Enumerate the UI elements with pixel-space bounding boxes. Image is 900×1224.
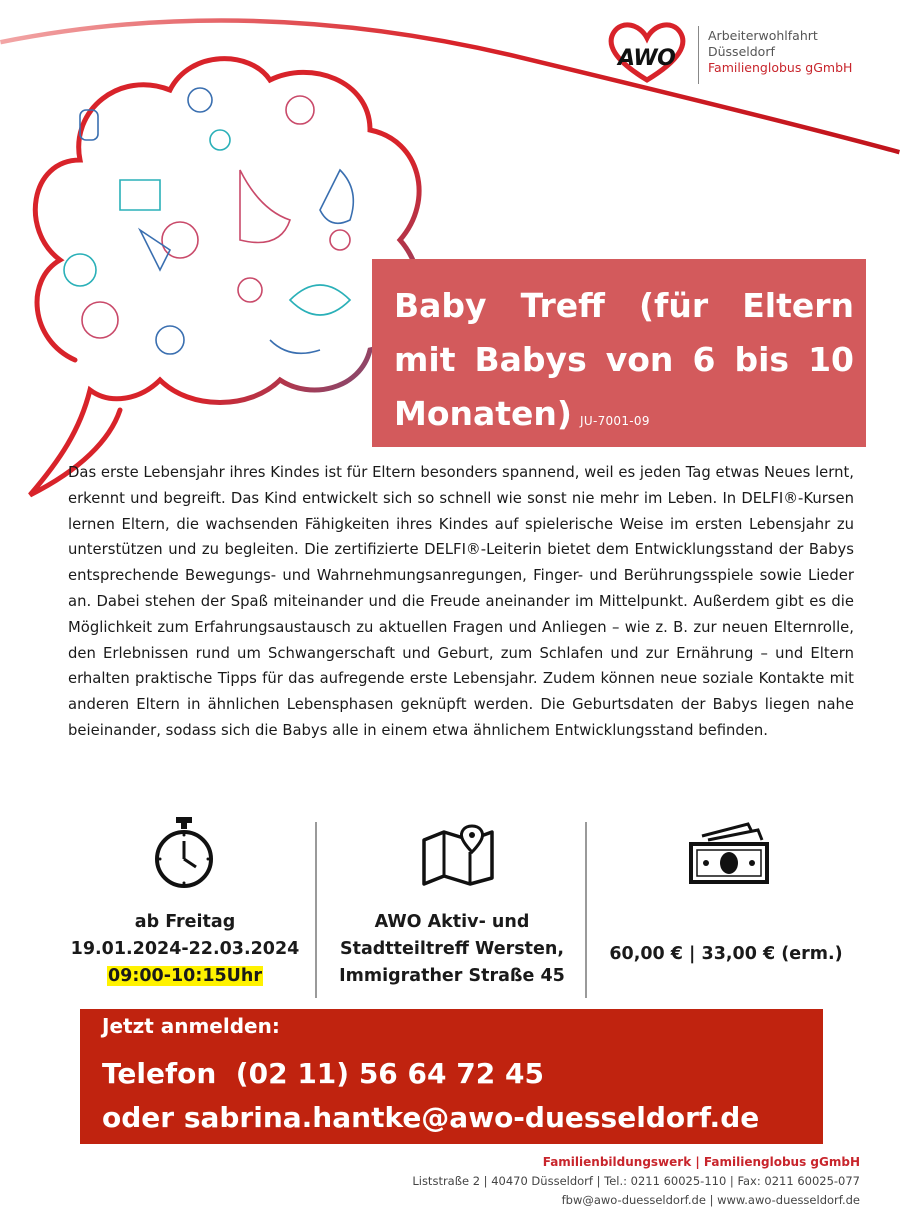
awo-logo (604, 20, 874, 90)
footer-address: Liststraße 2 | 40470 Düsseldorf | Tel.: 0211 60025-110 | Fax: 0211 60025-077 (412, 1174, 860, 1188)
footer-org: Familienbildungswerk | Familienglobus gGmbH (542, 1155, 860, 1169)
footer-contact[interactable]: fbw@awo-duesseldorf.de | www.awo-duesseldorf.de (561, 1193, 860, 1207)
course-code: JU-7001-09 (580, 414, 650, 428)
logo-text (708, 28, 852, 76)
location-line-1: AWO Aktiv- und (374, 912, 530, 932)
time-day: ab Freitag (134, 912, 236, 932)
register-box (80, 1009, 823, 1144)
column-divider-2 (585, 822, 587, 998)
column-divider-1 (315, 822, 317, 998)
money-icon (688, 822, 770, 884)
baby-doodles (64, 88, 353, 354)
footer (412, 1153, 860, 1210)
logo-divider (698, 26, 699, 84)
time-hours: 09:00-10:15Uhr (108, 966, 262, 986)
price-text: 60,00 € | 33,00 € (erm.) (609, 944, 843, 964)
location-info (320, 909, 584, 990)
logo-line-1: Arbeiterwohlfahrt (708, 28, 818, 43)
course-title (394, 279, 854, 448)
logo-line-3: Familienglobus gGmbH (708, 60, 853, 75)
register-heading: Jetzt anmelden: (102, 1014, 280, 1038)
location-line-2: Stadtteiltreff Wersten, (340, 939, 564, 959)
stopwatch-icon (150, 815, 218, 889)
time-dates: 19.01.2024-22.03.2024 (70, 939, 300, 959)
location-line-3: Immigrather Straße 45 (339, 966, 565, 986)
logo-line-2: Düsseldorf (708, 44, 775, 59)
register-phone[interactable]: Telefon (02 11) 56 64 72 45 (102, 1057, 544, 1090)
course-description: Das erste Lebensjahr ihres Kindes ist für Eltern besonders spannend, weil es jeden Tag etwas Neues lernt, erkennt und begreift. Das Kind entwickelt sich so schnell wie sonst nie mehr im Leben. In DELFI®-Kursen lernen Eltern, die wachsenden Fähigkeiten ihres Kindes auf spielerische Weise im ersten Lebensjahr zu unterstützen und zu begleiten. Die zertifizierte DELFI®-Leiterin bietet dem Entwicklungsstand der Babys entsprechende Bewegungs- und Wahrnehmungsanregungen, Finger- und Berührungsspiele sowie Lieder an. Dabei stehen der Spaß miteinander und die Freude aneinander im Mittelpunkt. Außerdem gibt es die Möglichkeit zum Erfahrungsaustausch zu aktuellen Fragen und Anliegen – wie z. B. zur neuen Elternrolle, den Erlebnissen rund um Schwangerschaft und Geburt, zum Schlafen und zur Ernährung – und Eltern erhalten praktische Tipps für das aufregende erste Lebensjahr. Zudem können neue soziale Kontakte mit anderen Eltern in ähnlichen Lebensphasen geknüpft werden. Die Geburtsdaten der Babys liegen nahe beieinander, sodass sich die Babys alle in einem etwa ähnlichem Entwicklungsstand befinden. (68, 464, 854, 739)
price-info (590, 941, 862, 968)
map-pin-icon (420, 822, 496, 886)
course-title-text: Baby Treff (für Eltern mit Babys von 6 bis 10 Monaten) (394, 286, 854, 433)
logo-wordmark: AWO (618, 46, 676, 71)
register-email[interactable]: oder sabrina.hantke@awo-duesseldorf.de (102, 1101, 760, 1134)
title-box (372, 259, 866, 447)
time-info (60, 909, 310, 990)
